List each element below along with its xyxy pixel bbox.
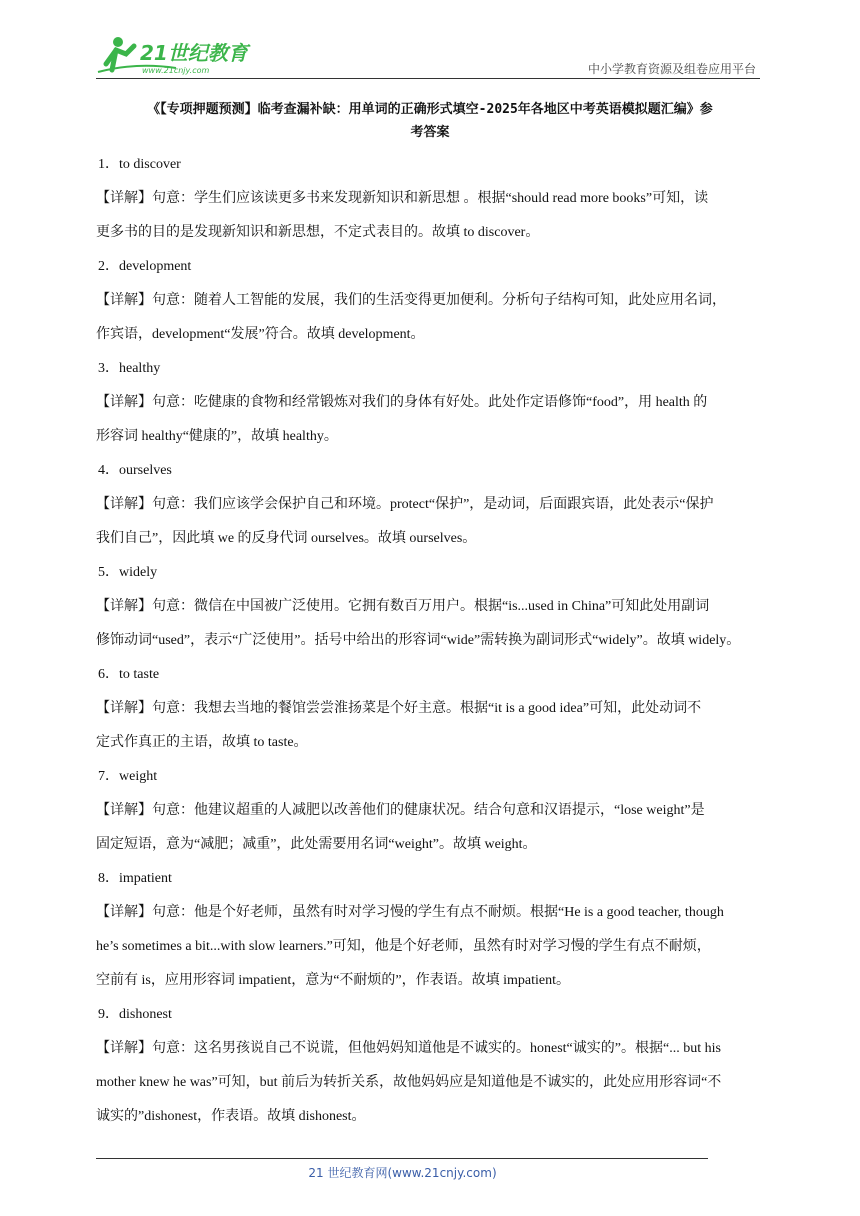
explanation-line: 定式作真正的主语，故填 to taste。 — [96, 735, 308, 750]
answer-item — [96, 250, 764, 352]
answer-item — [96, 454, 764, 556]
page-title: 《【专项押题预测】临考查漏补缺：用单词的正确形式填空-2025年各地区中考英语模拟题汇编》参 考答案 — [147, 102, 713, 140]
explanation-line: 作宾语，development“发展”符合。故填 development。 — [96, 327, 425, 342]
answer-item — [96, 352, 764, 454]
answer-item — [96, 556, 764, 658]
answer-text: 8．impatient — [98, 871, 172, 886]
answer-item — [96, 658, 764, 760]
answer-item — [96, 760, 764, 862]
explanation-line: 形容词 healthy“健康的”，故填 healthy。 — [96, 429, 338, 444]
footer-divider — [96, 1158, 708, 1159]
explanation-line: 诚实的”dishonest，作表语。故填 dishonest。 — [96, 1109, 366, 1124]
answer-text: 2．development — [98, 259, 192, 274]
explanation-line: he’s sometimes a bit...with slow learners.”可知，他是个好老师，虽然有时对学习慢的学生有点不耐烦， — [96, 939, 711, 954]
answer-text: 6．to taste — [98, 667, 160, 682]
explanation-line: 我们自己”，因此填 we 的反身代词 ourselves。故填 ourselves。 — [96, 531, 477, 546]
page-header — [96, 32, 760, 78]
explanation-line: 【详解】句意：这名男孩说自己不说谎，但他妈妈知道他是不诚实的。honest“诚实的”。根据“... but his — [96, 1041, 721, 1056]
svg-text:www.21cnjy.com: www.21cnjy.com — [142, 66, 210, 75]
answer-text: 3．healthy — [98, 361, 161, 376]
explanation-line: 修饰动词“used”，表示“广泛使用”。括号中给出的形容词“wide”需转换为副词形式“widely”。故填 widely。 — [96, 633, 741, 648]
answer-text: 5．widely — [98, 565, 158, 580]
explanation-line: mother knew he was”可知，but 前后为转折关系，故他妈妈应是知道他是不诚实的，此处应用形容词“不 — [96, 1075, 722, 1090]
explanation-line: 【详解】句意：他建议超重的人减肥以改善他们的健康状况。结合句意和汉语提示，“lose weight”是 — [96, 803, 705, 818]
explanation-line: 更多书的目的是发现新知识和新思想，不定式表目的。故填 to discover。 — [96, 225, 540, 240]
explanation-line: 空前有 is，应用形容词 impatient，意为“不耐烦的”，作表语。故填 impatient。 — [96, 973, 571, 988]
explanation-line: 【详解】句意：微信在中国被广泛使用。它拥有数百万用户。根据“is...used in China”可知此处用副词 — [96, 599, 710, 614]
explanation-line: 【详解】句意：我想去当地的餐馆尝尝淮扬菜是个好主意。根据“it is a good idea”可知，此处动词不 — [96, 701, 702, 716]
explanation-line: 【详解】句意：吃健康的食物和经常锻炼对我们的身体有好处。此处作定语修饰“food”，用 health 的 — [96, 395, 708, 410]
explanation-line: 【详解】句意：学生们应该读更多书来发现新知识和新思想 。根据“should read more books”可知，读 — [96, 191, 709, 206]
explanation-line: 【详解】句意：随着人工智能的发展，我们的生活变得更加便利。分析句子结构可知，此处应用名词， — [96, 293, 726, 308]
logo-icon — [96, 34, 266, 76]
answer-text: 1．to discover — [98, 157, 181, 172]
explanation-line: 【详解】句意：我们应该学会保护自己和环境。protect“保护”，是动词，后面跟宾语，此处表示“保护 — [96, 497, 714, 512]
answer-text: 9．dishonest — [98, 1007, 172, 1022]
answer-item — [96, 998, 764, 1134]
answer-item — [96, 148, 764, 250]
header-divider — [96, 78, 760, 79]
platform-label: 中小学教育资源及组卷应用平台 — [587, 62, 756, 76]
answer-list — [96, 148, 764, 1134]
explanation-line: 【详解】句意：他是个好老师，虽然有时对学习慢的学生有点不耐烦。根据“He is a good teacher, though — [96, 905, 724, 920]
answer-item — [96, 862, 764, 998]
footer-site: 21 世纪教育网(www.21cnjy.com) — [308, 1166, 497, 1180]
answer-text: 7．weight — [98, 769, 158, 784]
explanation-line: 固定短语，意为“减肥；减重”，此处需要用名词“weight”。故填 weight。 — [96, 837, 537, 852]
svg-text:21世纪教育: 21世纪教育 — [140, 41, 248, 65]
answer-text: 4．ourselves — [98, 463, 172, 478]
